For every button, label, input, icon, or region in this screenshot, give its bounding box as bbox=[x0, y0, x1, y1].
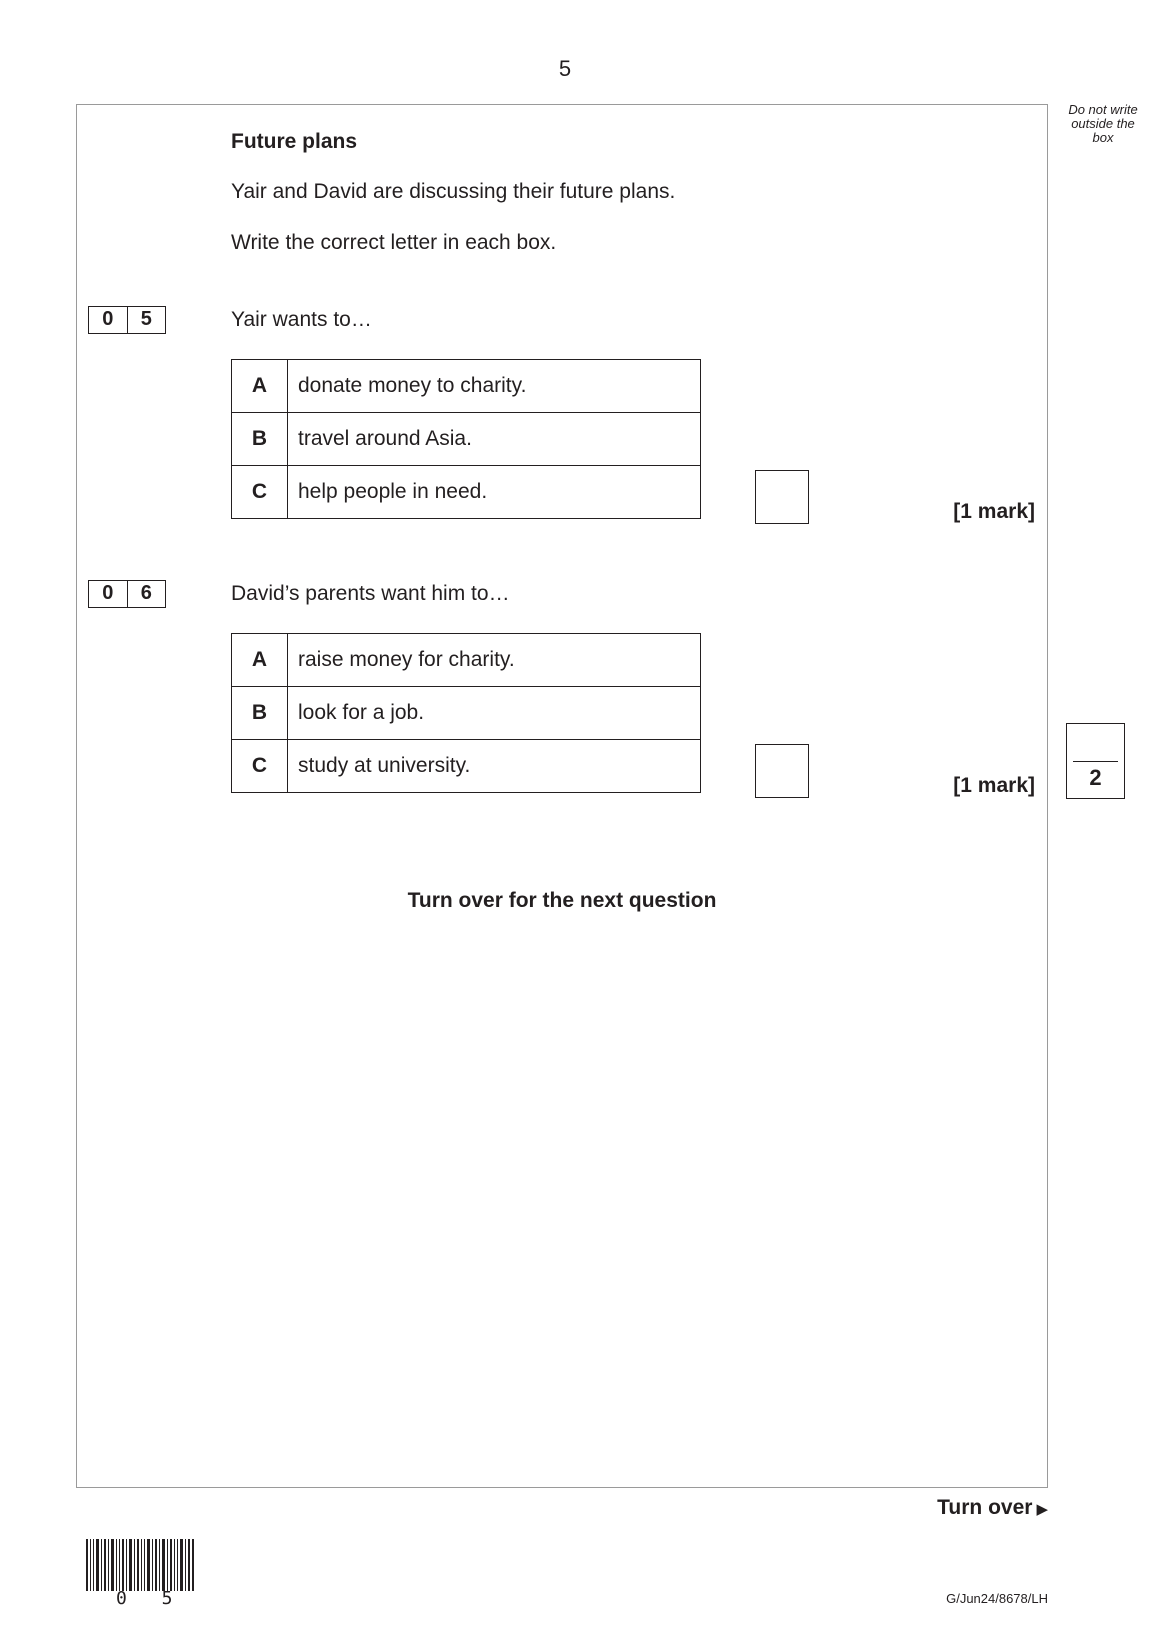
section-intro: Yair and David are discussing their future plans. bbox=[231, 180, 676, 203]
score-box[interactable] bbox=[1066, 723, 1125, 799]
question-prompt: Yair wants to… bbox=[231, 308, 372, 331]
question-number-05 bbox=[88, 306, 166, 334]
option-row bbox=[232, 634, 701, 687]
option-text: study at university. bbox=[288, 740, 701, 793]
option-text: travel around Asia. bbox=[288, 413, 701, 466]
page-number: 5 bbox=[558, 56, 572, 81]
footer-code: G/Jun24/8678/LH bbox=[946, 1591, 1048, 1606]
question-digit: 0 bbox=[102, 582, 114, 604]
margin-note: Do not write outside the box bbox=[1068, 102, 1138, 145]
answer-box-06[interactable] bbox=[755, 744, 809, 798]
options-table bbox=[231, 633, 701, 793]
mark-label: [1 mark] bbox=[953, 500, 1035, 523]
option-row bbox=[232, 687, 701, 740]
play-arrow-icon: ▶ bbox=[1036, 1501, 1048, 1518]
option-row bbox=[232, 360, 701, 413]
option-letter: C bbox=[232, 466, 288, 519]
option-letter: A bbox=[232, 360, 288, 413]
score-total: 2 bbox=[1089, 765, 1102, 790]
question-number-06 bbox=[88, 580, 166, 608]
next-question-note: Turn over for the next question bbox=[407, 889, 717, 912]
option-text: donate money to charity. bbox=[288, 360, 701, 413]
barcode-number: 0 5 bbox=[116, 1588, 185, 1609]
answer-box-05[interactable] bbox=[755, 470, 809, 524]
option-letter: B bbox=[232, 413, 288, 466]
section-instruction: Write the correct letter in each box. bbox=[231, 231, 557, 254]
option-letter: B bbox=[232, 687, 288, 740]
question-digit: 0 bbox=[102, 308, 114, 330]
option-row bbox=[232, 413, 701, 466]
question-prompt: David’s parents want him to… bbox=[231, 582, 510, 605]
question-digit: 6 bbox=[127, 581, 166, 607]
section-title: Future plans bbox=[231, 130, 358, 153]
question-digit: 5 bbox=[127, 307, 166, 333]
option-letter: A bbox=[232, 634, 288, 687]
score-line bbox=[1073, 761, 1118, 762]
option-letter: C bbox=[232, 740, 288, 793]
turn-over bbox=[900, 1496, 1048, 1520]
turn-over-label: Turn over bbox=[937, 1496, 1033, 1519]
option-text: raise money for charity. bbox=[288, 634, 701, 687]
mark-label: [1 mark] bbox=[953, 774, 1035, 797]
option-row bbox=[232, 466, 701, 519]
options-table bbox=[231, 359, 701, 519]
option-text: help people in need. bbox=[288, 466, 701, 519]
barcode bbox=[86, 1539, 194, 1591]
option-row bbox=[232, 740, 701, 793]
option-text: look for a job. bbox=[288, 687, 701, 740]
